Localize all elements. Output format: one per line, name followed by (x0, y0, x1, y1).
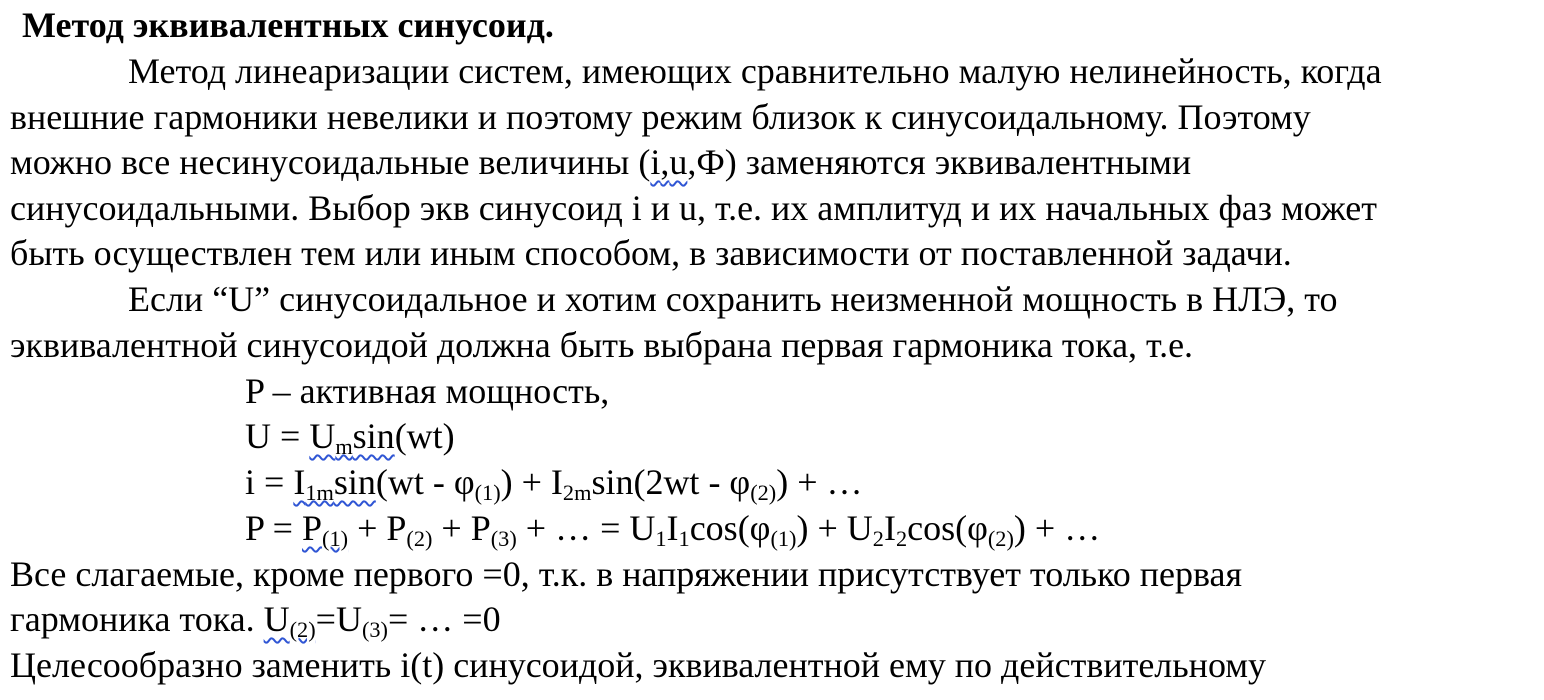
text-run: cos(φ (689, 508, 771, 548)
text-run: + P (432, 508, 491, 548)
text-run: I (883, 508, 896, 548)
paragraph-2-line-1: Если “U” синусоидальное и хотим сохранить неизменной мощность в НЛЭ, то (128, 279, 1338, 319)
subscript: (2) (750, 480, 777, 506)
text-run: , (660, 142, 670, 182)
text-run: U = (245, 416, 310, 456)
text-run: =U (315, 599, 362, 639)
formula-active-power: P – активная мощность, (245, 371, 610, 411)
formula-power-sum (245, 506, 1100, 552)
spellcheck-underlined-text (293, 462, 376, 506)
text-run: + P (348, 508, 407, 548)
subscript: m (335, 434, 353, 460)
text-run: (wt) (394, 416, 455, 456)
text-run: P (302, 508, 323, 548)
paragraph-3-line-1: Все слагаемые, кроме первого =0, т.к. в напряжении присутствует только первая (10, 554, 1243, 594)
formula-current (245, 460, 863, 506)
paragraph-1-line-4: синусоидальными. Выбор экв синусоид i и u, т.е. их амплитуд и их начальных фаз может (10, 188, 1377, 228)
paragraph-1-line-3 (10, 140, 1191, 186)
subscript: (3) (490, 526, 517, 552)
text-run: u (669, 142, 688, 182)
subscript: 1 (655, 526, 667, 552)
subscript: (2) (289, 617, 316, 643)
subscript: 1 (678, 526, 690, 552)
subscript: (1) (322, 526, 349, 552)
text-run: sin(2wt - φ (591, 462, 751, 502)
text-run: U (263, 599, 290, 639)
subscript: 1m (305, 480, 334, 506)
paragraph-1-line-1: Метод линеаризации систем, имеющих сравнительно малую нелинейность, когда (128, 51, 1382, 91)
text-run: + … = U (516, 508, 656, 548)
text-run: = … =0 (388, 599, 501, 639)
text-run: ,Ф) заменяются эквивалентными (687, 142, 1192, 182)
subscript: (2) (987, 526, 1014, 552)
paragraph-2-line-2: эквивалентной синусоидой должна быть выбрана первая гармоника тока, т.е. (10, 325, 1194, 365)
subscript: (3) (361, 617, 388, 643)
text-run: U (309, 416, 336, 456)
text-run: ) + U (796, 508, 873, 548)
formula-voltage (245, 414, 455, 460)
text-run: i (650, 142, 661, 182)
text-run: I (666, 508, 679, 548)
subscript: (1) (770, 526, 797, 552)
text-run: ) + I (500, 462, 563, 502)
paragraph-1-line-5: быть осуществлен тем или иным способом, в зависимости от поставленной задачи. (10, 233, 1292, 273)
text-run: гармоника тока. (10, 599, 264, 639)
paragraph-4-line-1: Целесообразно заменить i(t) синусоидой, эквивалентной ему по действительному (10, 645, 1267, 685)
subscript: 2 (872, 526, 884, 552)
text-run: P = (245, 508, 302, 548)
subscript: 2m (562, 480, 592, 506)
paragraph-3-line-2 (10, 597, 501, 643)
text-run: ) + … (1013, 508, 1101, 548)
text-run: sin (333, 462, 376, 502)
paragraph-1-line-2: внешние гармоники невелики и поэтому режим близок к синусоидальному. Поэтому (10, 97, 1311, 137)
spellcheck-underlined-text (309, 416, 395, 460)
section-title: Метод эквивалентных синусоид. (22, 5, 554, 45)
text-run: (wt - φ (375, 462, 475, 502)
text-run: можно все несинусоидальные величины ( (10, 142, 651, 182)
text-run: ) + … (776, 462, 863, 502)
spellcheck-underlined-text (302, 508, 349, 552)
text-run: sin (352, 416, 395, 456)
text-run: cos(φ (907, 508, 988, 548)
spellcheck-underlined-text (650, 142, 687, 182)
text-run: i = (245, 462, 294, 502)
spellcheck-underlined-text (263, 599, 316, 643)
text-run: I (293, 462, 306, 502)
subscript: (2) (406, 526, 433, 552)
subscript: 2 (895, 526, 908, 552)
subscript: (1) (474, 480, 501, 506)
